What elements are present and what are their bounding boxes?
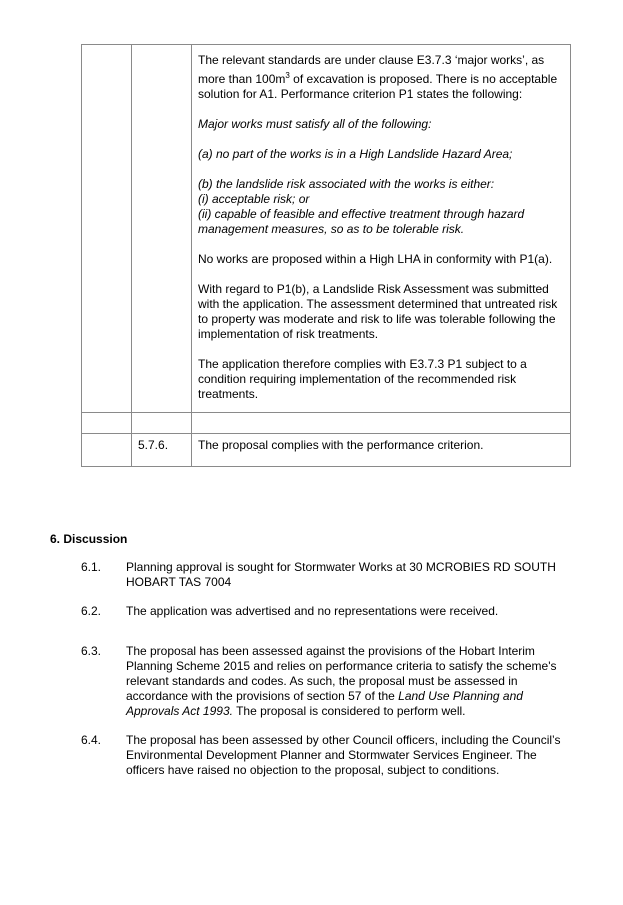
item-text xyxy=(126,644,570,719)
clause-finding: The proposal complies with the performance criterion. xyxy=(192,434,571,467)
list-item xyxy=(50,733,570,778)
paragraph-compliance: The application therefore complies with E3.7.3 P1 subject to a condition requiring implementation of the recommended risk treatments. xyxy=(198,357,527,401)
section-heading: 6. Discussion xyxy=(50,532,128,546)
criterion-b-i: (i) acceptable risk; or xyxy=(198,192,310,206)
table-row xyxy=(82,45,571,413)
criterion-intro: Major works must satisfy all of the following: xyxy=(198,117,432,131)
assessment-content-cell xyxy=(192,45,571,413)
item-text: The application was advertised and no representations were received. xyxy=(126,604,499,618)
table-cell-empty xyxy=(82,434,132,467)
table-cell-empty xyxy=(192,413,571,434)
table-cell-empty xyxy=(82,45,132,413)
act-title: Land Use Planning and Approvals Act 1993. xyxy=(126,689,523,718)
list-item xyxy=(50,604,570,619)
paragraph-standards xyxy=(198,53,562,102)
assessment-table xyxy=(81,44,571,467)
superscript: 3 xyxy=(285,71,290,80)
table-row xyxy=(82,413,571,434)
table-row xyxy=(82,434,571,467)
paragraph-standards-text: The relevant standards are under clause E3.7.3 ‘major works’, as more than 100m xyxy=(198,53,545,86)
clause-number: 5.7.6. xyxy=(132,434,192,467)
criterion-a: (a) no part of the works is in a High Landslide Hazard Area; xyxy=(198,147,513,161)
item-number: 6.2. xyxy=(81,604,102,618)
item-text-part: The proposal has been assessed against the provisions of the Hobart Interim Planning Scheme 2015 and relies on performance criteria to satisfy the scheme's relevant standards and codes. As such, the proposal must be assessed in accordance with the provisions of section 57 of the xyxy=(126,644,557,703)
table-cell-empty xyxy=(132,45,192,413)
paragraph-lha: No works are proposed within a High LHA in conformity with P1(a). xyxy=(198,252,553,266)
criterion-b-ii: (ii) capable of feasible and effective treatment through hazard management measures, so as to be tolerable risk. xyxy=(198,207,525,236)
list-item xyxy=(50,644,570,719)
list-item xyxy=(50,560,570,590)
item-number: 6.3. xyxy=(81,644,102,658)
item-number: 6.4. xyxy=(81,733,102,747)
item-text-part: The proposal is considered to perform well. xyxy=(232,704,466,718)
criterion-b: (b) the landslide risk associated with the works is either: xyxy=(198,177,495,191)
table-cell-empty xyxy=(132,413,192,434)
item-number: 6.1. xyxy=(81,560,102,574)
discussion-section xyxy=(50,532,570,792)
item-text: Planning approval is sought for Stormwater Works at 30 MCROBIES RD SOUTH HOBART TAS 7004 xyxy=(126,560,556,589)
paragraph-risk-assessment: With regard to P1(b), a Landslide Risk Assessment was submitted with the application. The assessment determined that untreated risk to property was moderate and risk to life was tolerable following the implementation of risk treatments. xyxy=(198,282,558,341)
table-cell-empty xyxy=(82,413,132,434)
item-text: The proposal has been assessed by other Council officers, including the Council’s Environmental Development Planner and Stormwater Services Engineer. The officers have raised no objection to the proposal, subject to conditions. xyxy=(126,733,561,777)
paragraph-standards-rest: of excavation is proposed. There is no acceptable solution for A1. Performance criterion P1 states the following: xyxy=(198,72,558,101)
